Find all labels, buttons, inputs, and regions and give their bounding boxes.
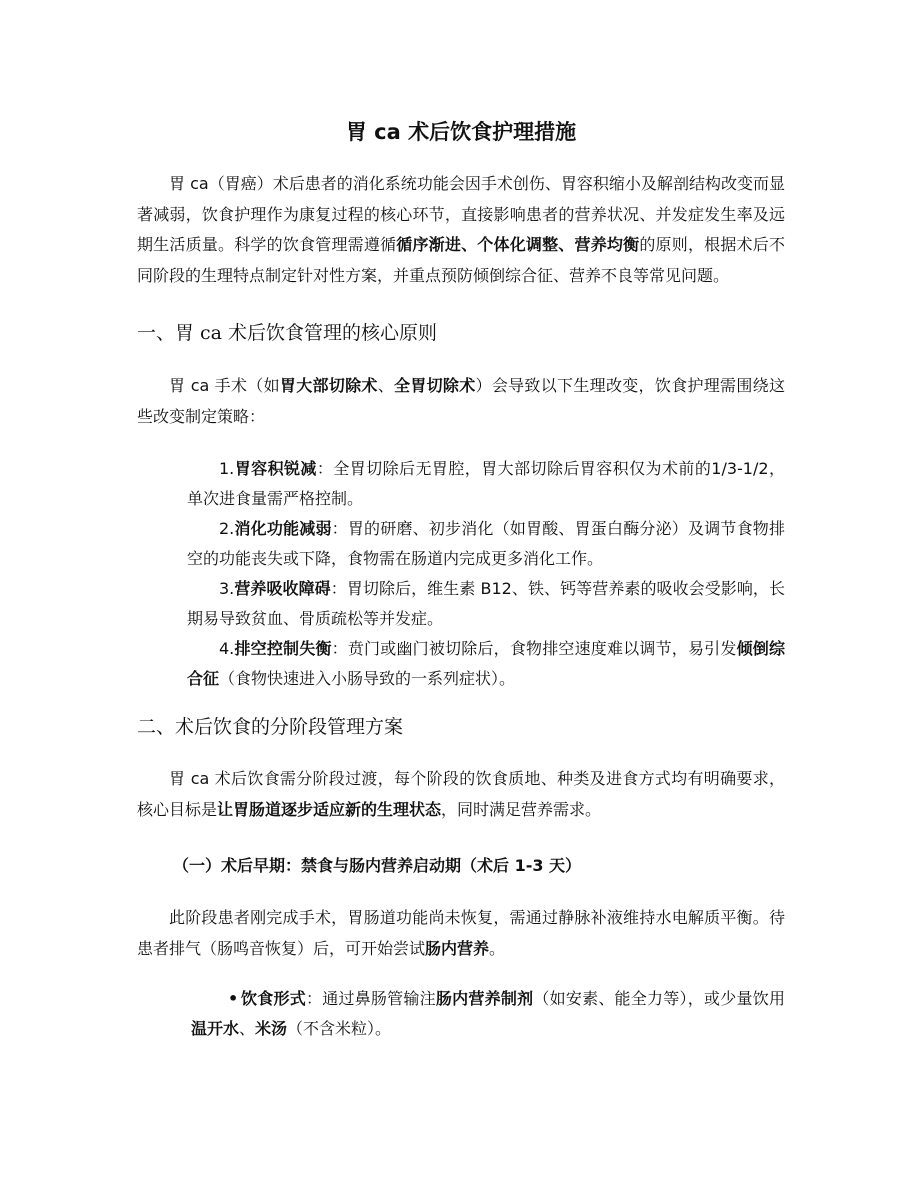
bullet-label: 饮食形式	[241, 989, 306, 1008]
sub1-bold-1: 肠内营养	[425, 938, 490, 958]
list-item	[187, 514, 785, 574]
item-text: ：胃切除后，维生素 B12、铁、钙等营养素的吸收会受影响，长期易导致贫血、骨质疏松等并发症。	[187, 579, 785, 628]
item-label: 胃容积锐减	[234, 459, 317, 478]
item-number: 1.	[219, 459, 235, 478]
intro-text-1: 胃 ca（胃癌）术后患者的消化系统功能会因手术创伤、胃容积缩小及解剖结构改变而显著减弱，饮食护理作为康复过程的核心环节，直接影响患者的营养状况、并发症发生率及远期生活质量。科学的饮食管理需遵循	[137, 174, 785, 254]
intro-paragraph	[137, 169, 785, 291]
bullet-bold-1: 肠内营养制剂	[435, 989, 534, 1008]
item-number: 2.	[219, 519, 235, 538]
s1-bold-2: 全胃切除术	[394, 376, 476, 395]
item-label: 消化功能减弱	[234, 519, 332, 538]
sub1-text-2: 。	[489, 938, 506, 958]
s2-text-1: 胃 ca 术后饮食需分阶段过渡，每个阶段的饮食质地、种类及进食方式均有明确要求，核心目标是	[137, 769, 785, 819]
section-1-heading: 一、胃 ca 术后饮食管理的核心原则	[137, 322, 438, 344]
intro-bold-principles: 循序渐进、个体化调整、营养均衡	[396, 235, 640, 254]
item-number: 3.	[219, 579, 235, 598]
bullet-dot-icon: •	[228, 989, 239, 1008]
s2-bold-1: 让胃肠道逐步适应新的生理状态	[217, 799, 442, 819]
item-text: ：贲门或幽门被切除后，食物排空速度难以调节，易引发	[331, 639, 737, 658]
section-2-heading: 二、术后饮食的分阶段管理方案	[137, 716, 404, 738]
intro-text-2: 的原则，根据术后不同阶段的生理特点制定针对性方案，并重点预防倾倒综合征、营养不良等常见问题。	[137, 235, 785, 285]
list-item	[187, 454, 785, 514]
section-1-paragraph	[137, 371, 785, 432]
bullet-item-diet-form	[137, 984, 785, 1044]
s2-text-2: ，同时满足营养需求。	[441, 799, 602, 819]
item-text: ：胃的研磨、初步消化（如胃酸、胃蛋白酶分泌）及调节食物排空的功能丧失或下降，食物需在肠道内完成更多消化工作。	[187, 519, 785, 568]
s1-text-2: 、	[377, 376, 395, 395]
bullet-bold-2: 温开水	[191, 1019, 240, 1038]
sub1-text-1: 此阶段患者刚完成手术，胃肠道功能尚未恢复，需通过静脉补液维持水电解质平衡。待患者排气（肠鸣音恢复）后，可开始尝试	[137, 908, 785, 958]
bullet-text-1: ：通过鼻肠管输注	[305, 989, 436, 1008]
bullet-text-4: （不含米粒）。	[287, 1019, 392, 1038]
s1-text-1: 胃 ca 手术（如	[169, 376, 280, 395]
physiology-change-list	[137, 454, 785, 694]
item-label-2: 倾倒综合征	[187, 639, 785, 688]
document-title: 胃 ca 术后饮食护理措施	[345, 120, 577, 144]
item-label: 营养吸收障碍	[234, 579, 331, 598]
s1-bold-1: 胃大部切除术	[279, 376, 378, 395]
bullet-text-3: 、	[239, 1019, 256, 1038]
subsection-1-paragraph	[137, 903, 785, 964]
s1-text-3: ）会导致以下生理改变，饮食护理需围绕这些改变制定策略：	[137, 376, 785, 426]
item-text-2: （食物快速进入小肠导致的一系列症状）。	[219, 669, 516, 688]
section-2-paragraph	[137, 764, 785, 825]
bullet-text-2: （如安素、能全力等），或少量饮用	[533, 989, 785, 1008]
list-item	[187, 634, 785, 694]
list-item	[187, 574, 785, 634]
subsection-1-heading: （一）术后早期：禁食与肠内营养启动期（术后 1-3 天）	[173, 856, 582, 875]
bullet-bold-3: 米汤	[255, 1019, 288, 1038]
item-label: 排空控制失衡	[234, 639, 332, 658]
item-text: ：全胃切除后无胃腔，胃大部切除后胃容积仅为术前的1/3-1/2，单次进食量需严格控制。	[187, 459, 785, 508]
item-number: 4.	[219, 639, 235, 658]
